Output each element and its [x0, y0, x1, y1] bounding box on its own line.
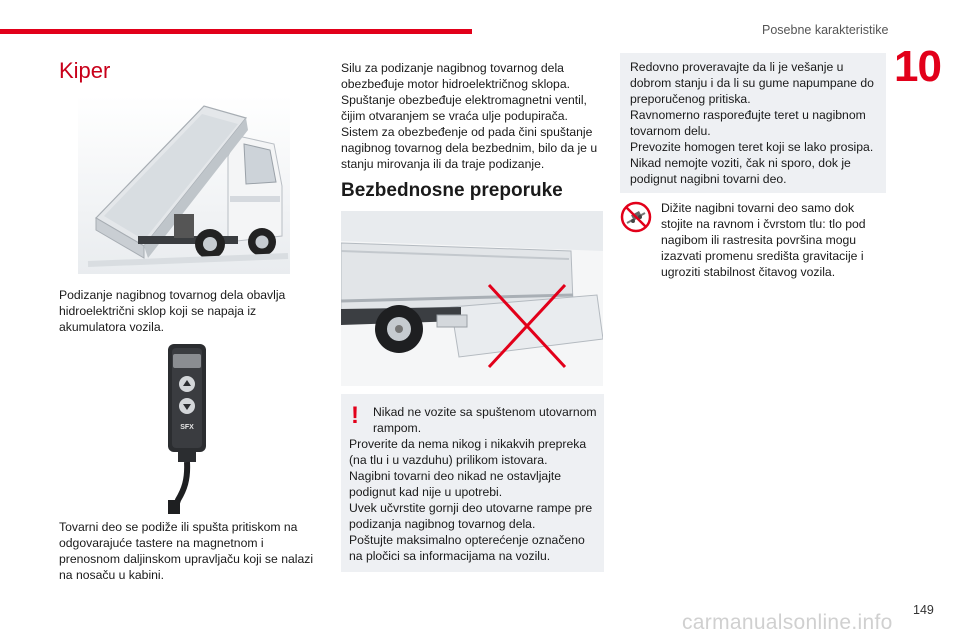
note-line: Nikad nemojte voziti, čak ni sporo, dok je podignut nagibni tovarni deo.: [630, 156, 851, 186]
page-heading: Kiper: [59, 58, 111, 83]
warning-box: [341, 394, 604, 572]
warning-line: Proverite da nema nikog i nikakvih prepreka (na tlu i u vazduhu) prilikom istovara.: [349, 437, 587, 467]
paragraph-hydraulic-motor: Silu za podizanje nagibnog tovarnog dela obezbeđuje motor hidroelektričnog sklopa. Spuštanje obezbeđuje elektromagnetni ventil, čijim otvaranjem se vraća ulje podupirača. Sistem za obezbeđenje od pada čini spuštanje nagibnog tovarnog dela bezbednim, bilo da je u stanju mirovanja ili da traje podizanje.: [341, 61, 598, 171]
note-box: [620, 53, 886, 193]
tipper-truck-illustration: [78, 96, 290, 274]
safety-heading: Bezbednosne preporuke: [341, 180, 563, 201]
warning-line: Poštujte maksimalno opterećenje označeno na pločici sa informacijama na vozilu.: [349, 533, 585, 563]
warning-line: Nagibni tovarni deo nikad ne ostavljajte podignut kad nije u upotrebi.: [349, 469, 562, 499]
section-title: Posebne karakteristike: [762, 23, 889, 37]
header-red-bar: [0, 29, 472, 34]
remote-control-illustration: [158, 340, 210, 516]
note-line: Ravnomerno raspoređujte teret u nagibnom tovarnom delu.: [630, 108, 866, 138]
warning-line: Uvek učvrstite gornji deo utovarne rampe pre podizanja nagibnog tovarnog dela.: [349, 501, 593, 531]
warning-lead: Nikad ne vozite sa spuštenom utovarnom rampom.: [373, 405, 597, 435]
warning-exclamation-icon: !: [351, 402, 359, 429]
level-ground-warning-text: [620, 200, 888, 280]
note-text: [630, 59, 882, 187]
paragraph-power-supply: Podizanje nagibnog tovarnog dela obavlja hidroelektrični sklop koji se napaja iz akumulatora vozila.: [59, 288, 286, 334]
level-ground-warning-body: Dižite nagibni tovarni deo samo dok stojite na ravnom i čvrstom tlu: tlo pod nagibom ili rastresita površina mogu izazvati promenu središta gravitacije i ugroziti stabilnost čitavog vozila.: [661, 201, 866, 279]
note-line: Prevozite homogen teret koji se lako prosipa.: [630, 140, 874, 154]
remote-label: SFX: [180, 424, 194, 431]
page-number: 149: [913, 603, 934, 617]
chapter-number: 10: [894, 42, 941, 91]
paragraph-remote-control: Tovarni deo se podiže ili spušta pritiskom na odgovarajuće tastere na magnetnom i prenosnom daljinskom upravljaču koji se nalazi na nosaču u kabini.: [59, 520, 314, 582]
warning-text: [349, 404, 599, 564]
note-line: Redovno proveravajte da li je vešanje u dobrom stanju i da li su gume napumpane do preporučenog pritiska.: [630, 60, 874, 106]
watermark: carmanualsonline.info: [682, 611, 893, 634]
lowered-ramp-illustration: [341, 211, 603, 386]
